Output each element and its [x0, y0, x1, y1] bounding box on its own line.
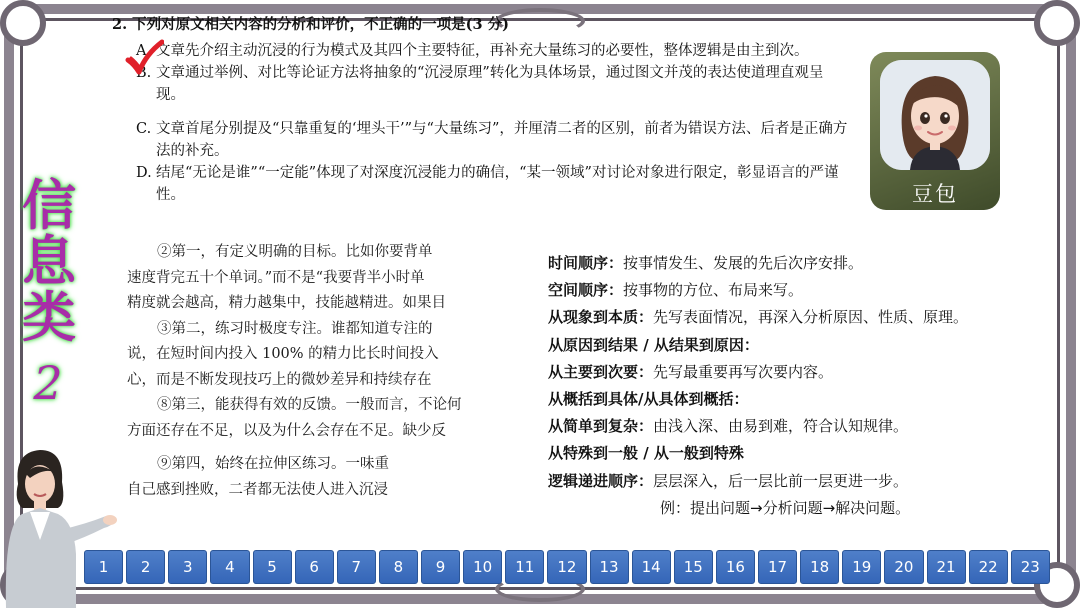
page-button[interactable]: 17 [758, 550, 797, 584]
page-button[interactable]: 1 [84, 550, 123, 584]
passage-excerpt [127, 240, 507, 508]
page-button[interactable]: 6 [295, 550, 334, 584]
page-button[interactable]: 18 [800, 550, 839, 584]
title-number: 2 [33, 356, 63, 410]
list-item [548, 359, 1058, 386]
page-button[interactable]: 19 [842, 550, 881, 584]
page-button[interactable]: 14 [632, 550, 671, 584]
list-item [548, 440, 1058, 467]
order-desc: 层层深入，后一层比前一层更进一步。 [653, 471, 909, 490]
title-char: 信 [22, 174, 76, 237]
page-button[interactable]: 4 [210, 550, 249, 584]
order-term: 从特殊到一般 / 从一般到特殊 [548, 444, 744, 463]
order-term: 从概括到具体/从具体到概括： [548, 390, 749, 409]
title-char: 类 [22, 286, 76, 349]
option-letter: B. [136, 65, 152, 81]
order-example: 例：提出问题→分析问题→解决问题。 [660, 498, 911, 517]
writing-order-list [548, 250, 1058, 522]
excerpt-line: 方面还存在不足，以及为什么会存在不足。缺少反 [127, 422, 446, 439]
title-char: 息 [22, 230, 76, 293]
option-a [112, 40, 852, 62]
excerpt-line: 速度背完五十个单词。”而不是“我要背半小时单 [127, 269, 425, 286]
excerpt-line: 心，而是不断发现技巧上的微妙差异和持续存在 [127, 371, 432, 388]
excerpt-line: 说，在短时间内投入 100% 的精力比长时间投入 [127, 346, 439, 362]
option-d [112, 162, 852, 206]
page-button[interactable]: 21 [927, 550, 966, 584]
page-button[interactable]: 10 [463, 550, 502, 584]
doubao-avatar-card [870, 52, 1000, 210]
excerpt-line: 精度就会越高，精力越集中，技能越精进。如果目 [127, 295, 446, 311]
order-term: 从主要到次要： [548, 362, 654, 381]
cartoon-girl-icon [880, 60, 990, 170]
avatar [880, 60, 990, 170]
order-term: 从现象到本质： [548, 308, 654, 327]
page-button[interactable]: 11 [505, 550, 544, 584]
list-item [548, 277, 1058, 304]
option-b [112, 62, 852, 106]
question-stem: 2. 下列对原文相关内容的分析和评价，不正确的一项是(3 分) [112, 16, 510, 33]
page-button[interactable]: 12 [547, 550, 586, 584]
option-c [112, 118, 852, 162]
page-button[interactable]: 20 [884, 550, 923, 584]
order-term: 空间顺序： [548, 281, 624, 300]
excerpt-line: ②第一，有定义明确的目标。比如你要背单 [157, 244, 433, 260]
list-item [548, 250, 1058, 277]
page-button[interactable]: 7 [337, 550, 376, 584]
excerpt-line: ⑧第三，能获得有效的反馈。一般而言，不论何 [157, 397, 462, 413]
option-letter: A [136, 43, 147, 59]
page-button[interactable]: 16 [716, 550, 755, 584]
page-button[interactable]: 22 [969, 550, 1008, 584]
order-desc: 先写最重要再写次要内容。 [653, 362, 834, 381]
frame-corner-ornament [0, 0, 46, 46]
slide-pager [84, 550, 1050, 584]
list-item [548, 332, 1058, 359]
page-button[interactable]: 23 [1011, 550, 1050, 584]
order-term: 从简单到复杂： [548, 417, 654, 436]
page-button[interactable]: 15 [674, 550, 713, 584]
excerpt-line: ③第二，练习时极度专注。谁都知道专注的 [157, 320, 433, 337]
page-button[interactable]: 9 [421, 550, 460, 584]
order-desc: 按事物的方位、布局来写。 [623, 281, 804, 300]
list-item [548, 304, 1058, 331]
option-letter: C. [136, 121, 152, 137]
list-item [548, 413, 1058, 440]
option-text: 结尾“无论是谁”“一定能”体现了对深度沉浸能力的确信，“某一领域”对讨论对象进行限定，彰显语言的严谨性。 [156, 165, 839, 203]
order-term: 从原因到结果 / 从结果到原因： [548, 335, 759, 354]
page-button[interactable]: 3 [168, 550, 207, 584]
frame-corner-ornament [1034, 0, 1080, 46]
page-button[interactable]: 13 [590, 550, 629, 584]
vertical-title [16, 174, 82, 349]
list-item [548, 386, 1058, 413]
excerpt-line: ⑨第四，始终在拉伸区练习。一味重 [157, 456, 389, 472]
option-text: 文章首尾分别提及“只靠重复的‘埋头干’”与“大量练习”，并厘清二者的区别，前者为错误方法、后者是正确方法的补充。 [156, 121, 848, 159]
list-item [548, 468, 1058, 495]
order-term: 时间顺序： [548, 254, 624, 272]
question-block [112, 14, 852, 206]
page-button[interactable]: 8 [379, 550, 418, 584]
avatar-label: 豆包 [912, 182, 958, 206]
order-desc: 按事情发生、发展的先后次序安排。 [623, 254, 864, 272]
page-button[interactable]: 2 [126, 550, 165, 584]
excerpt-line: 自己感到挫败，二者都无法使人进入沉浸 [127, 481, 388, 498]
order-desc: 先写表面情况，再深入分析原因、性质、原理。 [653, 308, 969, 327]
option-text: 文章先介绍主动沉浸的行为模式及其四个主要特征，再补充大量练习的必要性，整体逻辑是由主到次。 [156, 43, 809, 59]
page-button[interactable]: 5 [253, 550, 292, 584]
option-text: 文章通过举例、对比等论证方法将抽象的“沉浸原理”转化为具体场景，通过图文并茂的表达使道理直观呈现。 [156, 65, 824, 103]
order-term: 逻辑递进顺序： [548, 471, 654, 490]
option-letter: D. [136, 165, 152, 181]
red-checkmark-icon [124, 38, 164, 78]
order-desc: 由浅入深、由易到难，符合认知规律。 [653, 417, 909, 436]
